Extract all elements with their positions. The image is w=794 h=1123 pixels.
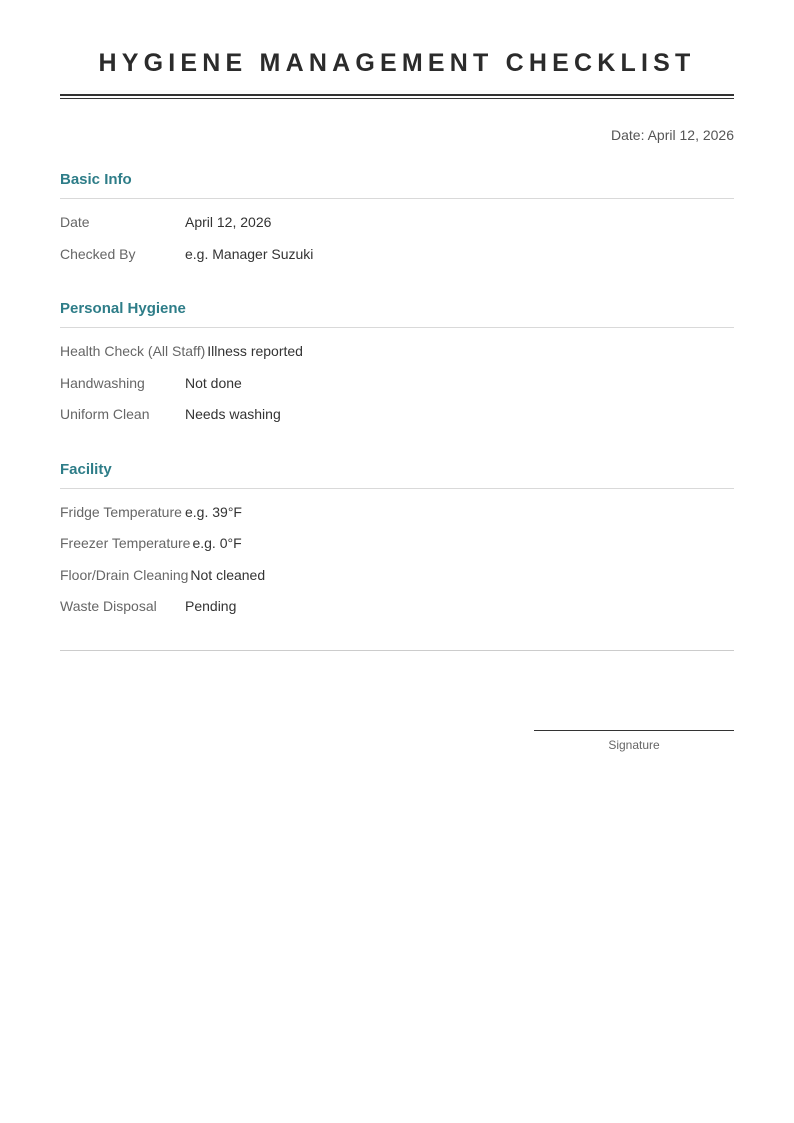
field-value: Illness reported bbox=[207, 343, 303, 359]
field-value: Pending bbox=[185, 598, 237, 614]
field-label: Health Check (All Staff) bbox=[60, 343, 206, 359]
section-title-basic-info: Basic Info bbox=[60, 170, 734, 199]
field-label: Checked By bbox=[60, 245, 136, 262]
document-date: Date: April 12, 2026 bbox=[611, 127, 734, 143]
field-row-checked-by bbox=[60, 245, 734, 277]
field-row-date bbox=[60, 213, 734, 245]
section-title-facility: Facility bbox=[60, 460, 734, 489]
field-value: Needs washing bbox=[185, 406, 281, 422]
section-title-personal-hygiene: Personal Hygiene bbox=[60, 299, 734, 328]
field-value: Not cleaned bbox=[190, 566, 266, 583]
field-row-fridge-temperature bbox=[60, 503, 734, 535]
footer-divider bbox=[60, 650, 734, 651]
signature-label: Signature bbox=[608, 738, 660, 752]
field-value: e.g. Manager Suzuki bbox=[185, 245, 314, 262]
field-value: April 12, 2026 bbox=[185, 214, 272, 230]
title-double-rule bbox=[60, 94, 734, 99]
signature-block bbox=[534, 730, 734, 752]
signature-line bbox=[534, 730, 734, 731]
field-label: Fridge Temperature bbox=[60, 503, 182, 520]
field-label: Date bbox=[60, 214, 90, 230]
personal-hygiene-rows bbox=[60, 328, 734, 437]
field-label: Freezer Temperature bbox=[60, 535, 191, 551]
field-value: e.g. 39°F bbox=[185, 503, 242, 520]
field-label: Uniform Clean bbox=[60, 406, 150, 422]
field-row-freezer-temperature bbox=[60, 534, 734, 566]
document-title: HYGIENE MANAGEMENT CHECKLIST bbox=[98, 49, 696, 77]
field-row-uniform-clean bbox=[60, 405, 734, 437]
field-row-health-check bbox=[60, 342, 734, 374]
checklist-page bbox=[60, 0, 734, 651]
field-row-handwashing bbox=[60, 374, 734, 406]
field-label: Handwashing bbox=[60, 374, 145, 391]
field-row-floor-drain-cleaning bbox=[60, 566, 734, 598]
field-row-waste-disposal bbox=[60, 597, 734, 629]
field-label: Waste Disposal bbox=[60, 598, 157, 614]
field-value: Not done bbox=[185, 374, 242, 391]
field-value: e.g. 0°F bbox=[192, 535, 242, 551]
facility-rows bbox=[60, 489, 734, 629]
basic-info-rows bbox=[60, 199, 734, 276]
field-label: Floor/Drain Cleaning bbox=[60, 566, 189, 583]
